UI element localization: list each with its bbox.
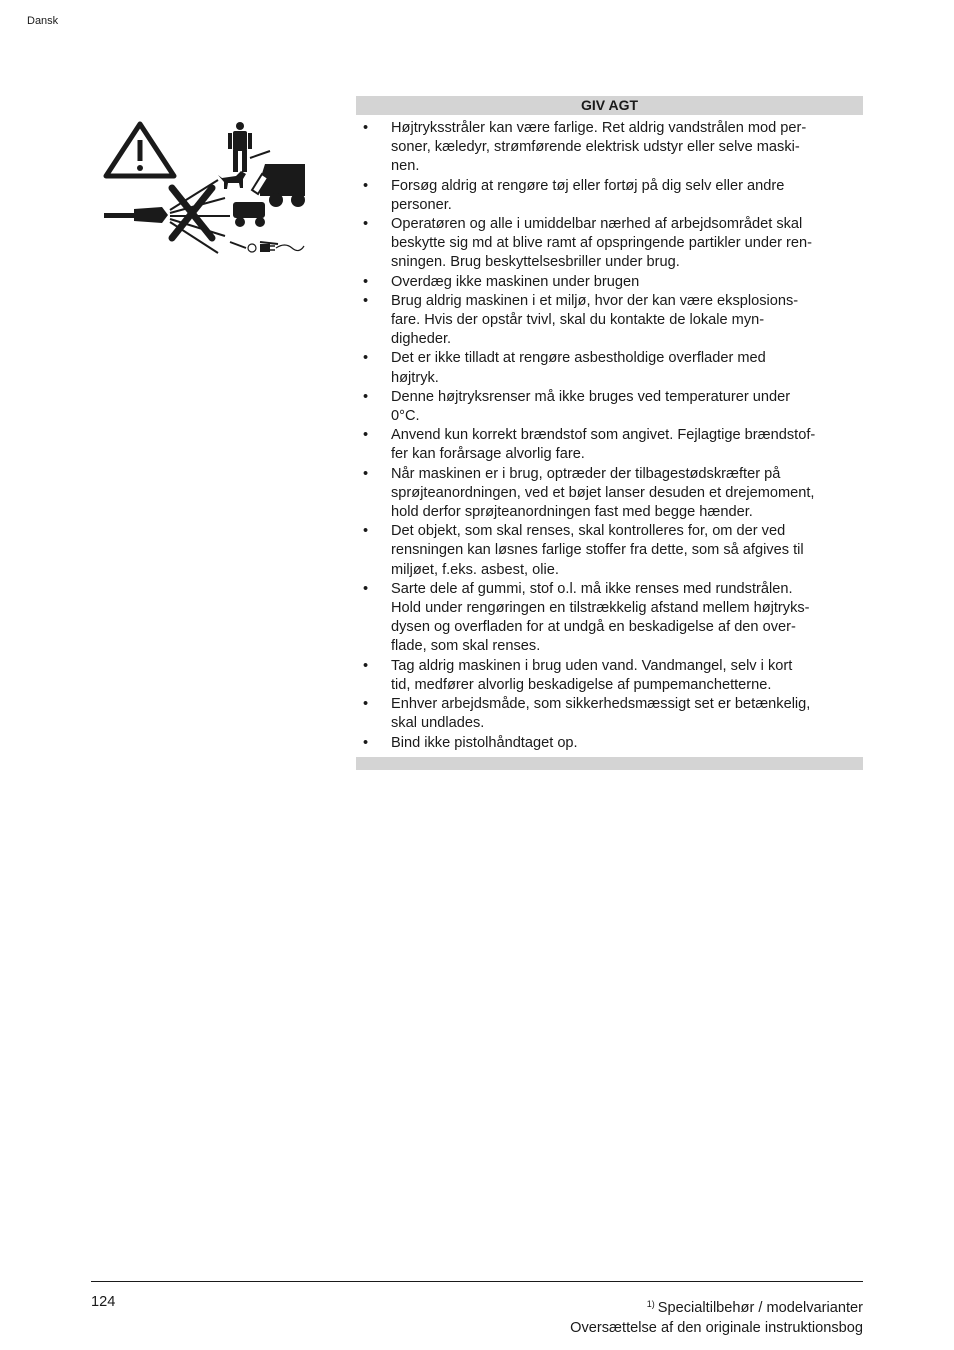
list-item: • Det objekt, som skal renses, skal kontrolleres for, om der ved rensningen kan løsnes farlige stoffer fra dette, som så afgives til miljøet, f.eks. asbest, olie. bbox=[363, 523, 804, 578]
dog-icon bbox=[218, 171, 246, 189]
list-item: • Brug aldrig maskinen i et miljø, hvor der kan være eksplosions- fare. Hvis der opstår tvivl, skal du kontakte de lokale myn- digheder. bbox=[363, 292, 799, 348]
person-icon bbox=[228, 122, 252, 172]
list-item: • Overdæg ikke maskinen under brugen bbox=[363, 273, 640, 290]
list-item: • Højtryksstråler kan være farlige. Ret aldrig vandstrålen mod per- soner, kæledyr, strømførende elektrisk udstyr eller selve maski- nen. bbox=[363, 120, 807, 175]
safety-warning-illustration bbox=[100, 118, 305, 263]
pressure-washer-icon bbox=[233, 202, 265, 227]
list-item: • Det er ikke tilladt at rengøre asbestholdige overflader med højtryk. bbox=[363, 350, 766, 386]
plug-icon bbox=[248, 244, 304, 252]
list-item: • Forsøg aldrig at rengøre tøj eller fortøj på dig selv eller andre personer. bbox=[363, 177, 785, 213]
list-item: • Tag aldrig maskinen i brug uden vand. Vandmangel, selv i kort tid, medfører alvorlig beskadigelse af pumpemanchetterne. bbox=[363, 657, 793, 693]
footer-divider bbox=[91, 1281, 863, 1282]
warning-footer-bar bbox=[356, 757, 863, 770]
list-item: • Når maskinen er i brug, optræder der tilbagestødskræfter på sprøjteanordningen, ved et bøjet lanser desuden et drejemoment, hold derfor sprøjteanordningen fast med begge hænder. bbox=[363, 465, 815, 521]
footnote-marker: 1) bbox=[646, 1299, 655, 1309]
language-label: Dansk bbox=[27, 15, 59, 27]
page-number: 124 bbox=[91, 1294, 116, 1310]
list-item: • Denne højtryksrenser må ikke bruges ved temperaturer under 0°C. bbox=[363, 388, 791, 425]
warning-box bbox=[356, 96, 863, 770]
translation-note: Oversættelse af den originale instruktionsbog bbox=[570, 1320, 863, 1336]
warning-triangle-icon bbox=[106, 124, 174, 176]
footnote-text: Specialtilbehør / modelvarianter bbox=[657, 1300, 863, 1316]
footnote bbox=[570, 1294, 863, 1318]
list-item: • Bind ikke pistolhåndtaget op. bbox=[363, 734, 578, 751]
list-item: • Operatøren og alle i umiddelbar nærhed af arbejdsområdet skal beskytte sig md at blive ramt af opspringende partikler under ren- sningen. Brug beskyttelsesbriller under brug. bbox=[363, 216, 812, 271]
footer-notes bbox=[570, 1294, 863, 1338]
warning-list bbox=[356, 115, 863, 755]
warning-title: GIV AGT bbox=[356, 96, 863, 115]
spray-lance-icon bbox=[104, 207, 168, 223]
list-item: • Enhver arbejdsmåde, som sikkerhedsmæssigt set er betænkelig, skal undlades. bbox=[363, 696, 811, 732]
list-item: • Sarte dele af gummi, stof o.l. må ikke renses med rundstrålen. Hold under rengøringen en tilstrækkelig afstand mellem højtryks- dysen og overfladen for at undgå en beskadigelse af den over- flade, som skal renses. bbox=[363, 580, 810, 655]
electrical-equipment-icon bbox=[252, 164, 305, 207]
list-item: • Anvend kun korrekt brændstof som angivet. Fejlagtige brændstof- fer kan forårsage alvorlig fare. bbox=[363, 427, 816, 463]
